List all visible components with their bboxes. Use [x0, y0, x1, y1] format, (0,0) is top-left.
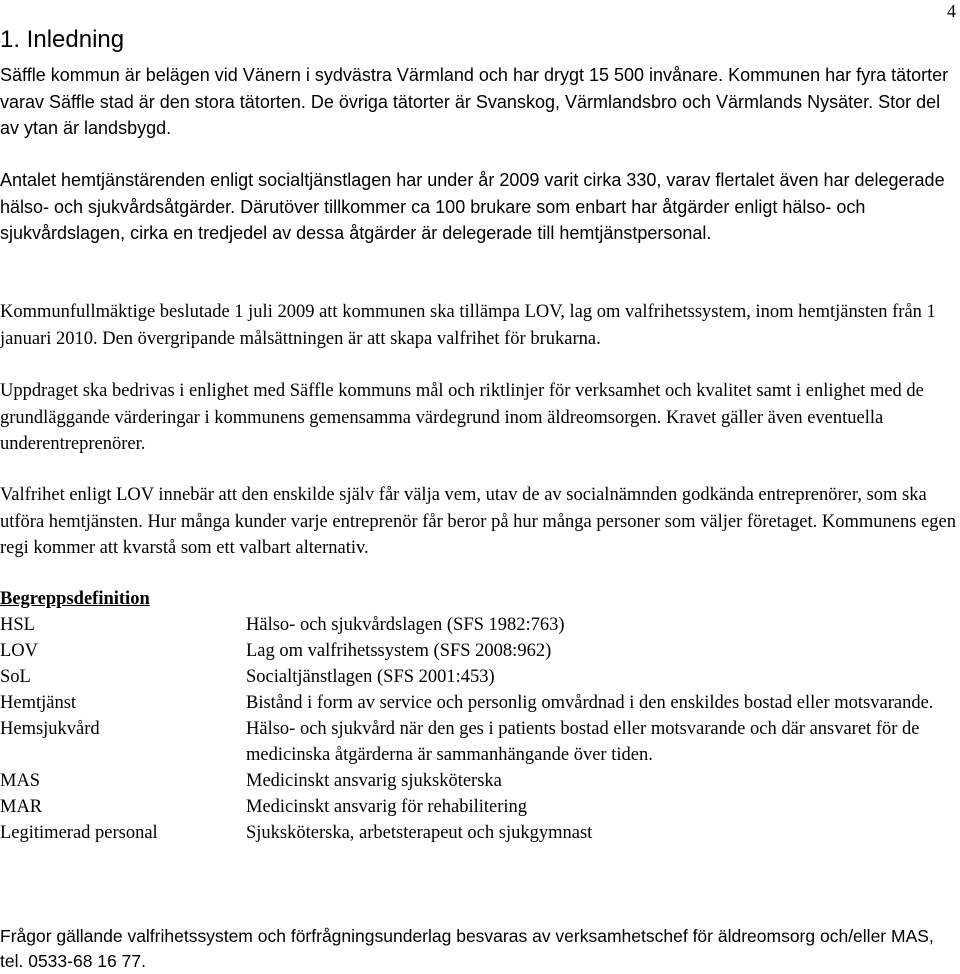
definitions-list: [0, 612, 960, 846]
definition-term: HSL: [0, 615, 35, 635]
lov-paragraph: Kommunfullmäktige beslutade 1 juli 2009 att kommunen ska tillämpa LOV, lag om valfrihetssystem, inom hemtjänsten från 1 januari 2010. Den övergripande målsättningen är att skapa valfrihet för brukarna.: [0, 302, 936, 349]
page-title: 1. Inledning: [0, 26, 125, 53]
definition-description: Hälso- och sjukvård när den ges i patients bostad eller motsvarande och där ansvaret för de medicinska åtgärderna är sammanhängande över tiden.: [246, 719, 920, 765]
definition-description: Medicinskt ansvarig för rehabilitering: [246, 797, 528, 817]
definition-description: Bistånd i form av service och personlig omvårdnad i den enskildes bostad eller motsvarande.: [246, 693, 934, 713]
definition-row: [0, 638, 960, 664]
definition-row: [0, 690, 960, 716]
intro-paragraph: Säffle kommun är belägen vid Vänern i sydvästra Värmland och har drygt 15 500 invånare. Kommunen har fyra tätorter varav Säffle stad är den stora tätorten. De övriga tätorter är Svanskog, Värmlandsbro och Värmlands Nysäter. Stor del av ytan är landsbygd.: [0, 65, 949, 138]
definition-term: Hemsjukvård: [0, 719, 100, 739]
definition-row: [0, 612, 960, 638]
definition-description: Hälso- och sjukvårdslagen (SFS 1982:763): [246, 615, 565, 635]
definition-term: Legitimerad personal: [0, 823, 158, 843]
definition-row: [0, 820, 960, 846]
definition-term: MAR: [0, 797, 43, 817]
definition-row: [0, 794, 960, 820]
definition-row: [0, 664, 960, 690]
definition-description: Sjuksköterska, arbetsterapeut och sjukgymnast: [246, 823, 593, 843]
definition-term: LOV: [0, 641, 39, 661]
definition-description: Socialtjänstlagen (SFS 2001:453): [246, 667, 495, 687]
definition-description: Medicinskt ansvarig sjuksköterska: [246, 771, 502, 791]
page-number: 4: [947, 1, 956, 21]
valfrihet-paragraph: Valfrihet enligt LOV innebär att den enskilde själv får välja vem, utav de av socialnämnden godkända entreprenörer, som ska utföra hemtjänsten. Hur många kunder varje entreprenör får beror på hur många personer som väljer företaget. Kommunens egen regi kommer att kvarstå som ett valbart alternativ.: [0, 485, 956, 558]
definition-description: Lag om valfrihetssystem (SFS 2008:962): [246, 641, 552, 661]
definition-term: SoL: [0, 667, 31, 687]
definition-term: Hemtjänst: [0, 693, 77, 713]
contact-footer: Frågor gällande valfrihetssystem och förfrågningsunderlag besvaras av verksamhetschef för äldreomsorg och/eller MAS, tel. 0533-68 16 77.: [0, 926, 934, 971]
definition-row: [0, 768, 960, 794]
definition-row: [0, 716, 960, 768]
hemtjanst-paragraph: Antalet hemtjänstärenden enligt socialtjänstlagen har under år 2009 varit cirka 330, varav flertalet även har delegerade hälso- och sjukvårdsåtgärder. Därutöver tillkommer ca 100 brukare som enbart har åtgärder enligt hälso- och sjukvårdslagen, cirka en tredjedel av dessa åtgärder är delegerade till hemtjänstpersonal.: [0, 170, 945, 243]
definitions-title: Begreppsdefinition: [0, 589, 150, 609]
uppdraget-paragraph: Uppdraget ska bedrivas i enlighet med Säffle kommuns mål och riktlinjer för verksamhet och kvalitet samt i enlighet med de grundläggande värderingar i kommunens gemensamma värdegrund inom äldreomsorgen. Kravet gäller även eventuella underentreprenörer.: [0, 381, 924, 454]
definition-term: MAS: [0, 771, 41, 791]
